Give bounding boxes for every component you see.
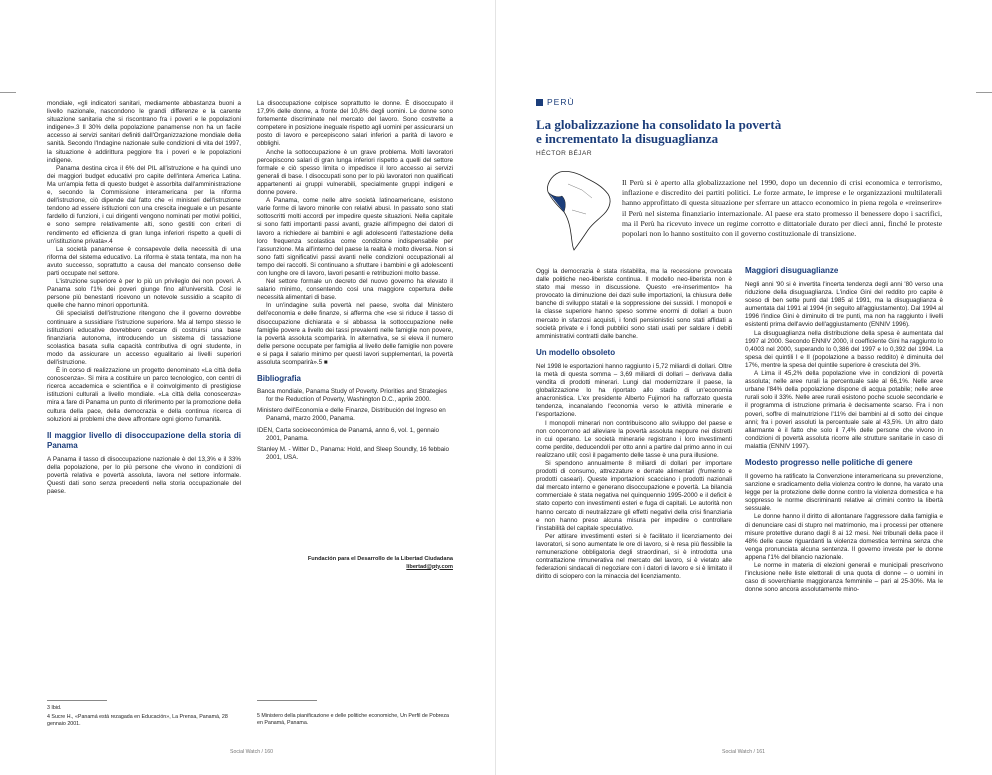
left-column-2	[257, 100, 453, 465]
article-intro: Il Perù si è aperto alla globalizzazione nel 1990, dopo un decennio di crisi economica e terrorismo, inflazione e discredito dei partiti politici. Le forze armate, le imprese e le organizzazioni multilaterali hanno approfittato di questa situazione per sferrare un attacco economico in piena regola e «reinserire» il Perù nel sistema finanziario internazionale. Al paese era stato promesso il benessere dopo i sacrifici, ma il Perù ha ricevuto invece un regime corrotto e dittatoriale durato per dieci anni, finché le proteste popolari non lo hanno sostituito con il governo costituzionale di transizione.	[622, 178, 942, 239]
foundation-name: Fundación para el Desarrollo de la Libertad Ciudadana	[307, 556, 453, 562]
paragraph: Le donne hanno il diritto di allontanare l'aggressore dalla famiglia e di denunciare casi di stupro nel matrimonio, ma i processi per ottenere misure protettive durano dagli 8 ai 12 mesi. Nei tribunali della pace il 48% delle cause riguardanti la violenza domestica termina senza che venga pronunciata alcuna sentenza. Il governo investe per le donne appena l'1% del bilancio nazionale.	[745, 513, 943, 561]
paragraph: La disuguaglianza nella distribuzione della spesa è aumentata dal 1997 al 2000. Secondo ENNIV 2000, il coefficiente Gini ha raggiunto lo 0,4003 nel 2000, superando lo 0,386 del 1997 e lo 0,392 del 1994. La spesa dei quintili I e II (popolazione a basso reddito) è diminuita del 17%, mentre la spesa del quintile superiore è cresciuta del 3%.	[745, 329, 943, 369]
country-label: PERÙ	[547, 97, 575, 107]
paragraph: Si spendono annualmente 8 miliardi di dollari per importare prodotti di consumo, attrezzature e derrate alimentari (frumento e prodotti caseari). Queste importazioni scacciano i prodotti nazionali dal mercato interno e generano disoccupazione e povertà. La bilancia commerciale è stata negativa nel quinquennio 1995-2000 e il deficit è stato coperto con investimenti esteri e fuga di capitali. Le autorità non hanno cercato di neutralizzare gli effetti negativi della crisi finanziaria e non hanno preso alcuna misura per impedire o controllare l'instabilità del capitale speculativo.	[536, 459, 732, 532]
section-heading: Un modello obsoleto	[536, 347, 616, 357]
paragraph: Negli anni '90 si è invertita l'incerta tendenza degli anni '80 verso una riduzione della disuguaglianza. L'indice Gini del reddito pro capite è sceso di ben sette punti dal 1985 al 1991, ma la disuguaglianza è aumentata dal 1991 al 1994 (in seguito all'aggiustamento). Dal 1994 al 1996 l'indice Gini è diminuito di tre punti, ma non ha raggiunto i livelli esistenti prima dell'avvio dell'aggiustamento (ENNIV 1996).	[745, 281, 943, 329]
bibliography-entry: IDEN, Carta socioeconómica de Panamá, anno 6, vol. 1, gennaio 2001, Panama.	[257, 426, 440, 442]
page-footer: Social Watch / 160	[230, 749, 274, 755]
paragraph: La disoccupazione colpisce soprattutto le donne. È disoccupato il 17,9% delle donne, a fronte del 10,8% degli uomini. Le donne sono fortemente discriminate nel mercato del lavoro. Sono costrette a competere in posizione ineguale rispetto agli uomini per assicurarsi un posto di lavoro e percepiscono salari inferiori a parità di lavoro e obblighi.	[257, 100, 454, 148]
article-title-line: e incrementato la disuguaglianza	[536, 131, 719, 146]
article-title-line: La globalizzazione ha consolidato la povertà	[536, 117, 782, 132]
bibliography-list	[257, 388, 453, 462]
left-column-1	[47, 100, 241, 496]
paragraph: L'istruzione superiore è per lo più un privilegio dei non poveri. A Panama solo l'1% dei poveri giunge fino all'università. Così le persone più benestanti ricevono un notevole sussidio a scapito di quelle che hanno minori opportunità.	[47, 278, 241, 310]
right-column-2	[745, 266, 943, 594]
paragraph: A Panama il tasso di disoccupazione nazionale è del 13,3% e il 33% della popolazione, per lo più persone che vivono in condizioni di povertà relativa e povertà assoluta, lavora nel settore informale. Questi dati sono senza precedenti nella storia occupazionale del paese.	[47, 455, 241, 496]
bibliography-heading: Bibliografia	[257, 374, 302, 384]
paragraph: Nel settore formale un decreto del nuovo governo ha elevato il salario minimo, consentendo così una maggiore copertura delle necessità alimentari di base.	[257, 278, 453, 302]
paragraph: A Panama, come nelle altre società latinoamericane, esistono varie forme di lavoro minorile con relativi abusi. In passato sono stati sottoscritti molti accordi per impedire queste situazioni. Nella capitale si sono fatti importanti passi avanti, grazie all'impegno dei datori di lavoro a richiedere ai bambini e agli adolescenti l'attestazione della loro frequenza scolastica come condizione indispensabile per l'assunzione. Ma all'interno del paese la realtà è molto diversa. Non si sono fatti significativi passi avanti nelle condizioni occupazionali al tempo dei raccolti. Si continuano a sfruttare i bambini e gli adolescenti con lunghe ore di lavoro, lavori pesanti e retribuzioni molto basse.	[257, 197, 453, 277]
footnotes-col2	[257, 713, 453, 729]
footnote: 4 Sucre H., «Panamá está rezagada en Educación», La Prensa, Panamá, 28 gennaio 2001.	[47, 714, 228, 727]
paragraph: I monopoli minerari non contribuiscono allo sviluppo del paese e non concorrono ad alleviare la povertà assoluta neppure nei distretti in cui operano. Le società minerarie registrano i loro investimenti come perdite, deducendoli per otto anni a partire dal primo anno in cui realizzano utili; così il pagamento delle tasse è una pura illusione.	[536, 419, 732, 459]
foundation-credit	[290, 556, 453, 571]
paragraph: Le norme in materia di elezioni generali e municipali prescrivono l'inclusione nelle liste elettorali di una quota di donne – o uomini in caso di soverchiante maggioranza femminile – pari al 25-30%. Ma le donne sono ancora assolutamente mino-	[745, 562, 943, 594]
page-edge-mark	[976, 92, 992, 93]
article-author: HÉCTOR BÉJAR	[536, 150, 593, 157]
foundation-email-link[interactable]: libertad@pty.com	[406, 563, 453, 570]
footnote-rule	[257, 700, 317, 701]
footnote: 3 Ibid.	[47, 705, 62, 711]
footnote-rule	[47, 700, 107, 701]
bibliography-entry: Ministero dell'Economia e delle Finanze, Distribución del Ingreso en Panamá, marzo 2000, Panama.	[257, 407, 446, 423]
bibliography-entry: Banca mondiale, Panama Study of Poverty. Priorities and Strategies for the Reduction of Poverty, Washington D.C., aprile 2000.	[257, 388, 447, 404]
paragraph: A Lima il 45,2% della popolazione vive in condizioni di povertà assoluta; nelle aree rurali la percentuale sale al 66,1%. Nelle aree urbane l'84% della popolazione dispone di acqua potabile; nelle aree rurali solo il 33%. Nelle aree rurali esistono poche scuole secondarie e il programma di istruzione primaria è decisamente scarso. Fra i non poveri, soffre di malnutrizione l'11% dei bambini al di sotto dei cinque anni; fra i poveri assoluti la percentuale sale al 43,5%. Un altro dato allarmante è il fatto che solo il 7,4% delle persone che vivono in condizioni di povertà assoluta ricorre alle strutture sanitarie in caso di malattia (ENNIV 1997).	[745, 370, 943, 450]
paragraph: Gli specialisti dell'istruzione ritengono che il governo dovrebbe continuare a sussidiare l'istruzione superiore. Ma al tempo stesso le istituzioni educative dovrebbero cercare di costruirsi una base finanziaria autonoma, introducendo un sistema di tassazione scolastica basata sulla capacità contributiva di ogni studente, in modo da assicurare un accesso egualitario ai livelli superiori dell'istruzione.	[47, 310, 241, 366]
paragraph: Oggi la democrazia è stata ristabilita, ma la recessione provocata dalle politiche neo-liberiste continua. Il modello neo-liberista non è stato mai messo in discussione. Questo «re-inserimento» ha provocato la diminuzione dei dazi sulle importazioni, la chiusura delle banche di sviluppo statali e la soppressione dei sussidi. I monopoli e la classe superiore hanno speso somme enormi di dollari a buon mercato in sfarzosi acquisti, i fondi pensionistici sono stati affidati a società private e i fondi pubblici sono stati usati per saldare i debiti amministrativi contratti dalle banche.	[536, 268, 732, 340]
section-heading: Modesto progresso nelle politiche di genere	[745, 457, 913, 467]
section-heading: Maggiori disuguaglianze	[745, 266, 839, 275]
page-footer: Social Watch / 161	[722, 749, 766, 755]
paragraph: È in corso di realizzazione un progetto denominato «La città della conoscenza». Si mira a costituire un parco tecnologico, con centri di ricerca accademica e scientifica e il coinvolgimento di prestigiose istituzioni culturali a livello mondiale. «La città della conoscenza» mira a fare di Panama un punto di riferimento per la promozione della cultura della pace, della democrazia e della continua ricerca di soluzioni ai problemi che deve affrontare ogni giorno l'umanità.	[47, 367, 241, 423]
page-fold	[495, 0, 496, 775]
south-america-map-icon	[538, 170, 614, 252]
paragraph: Nel 1998 le esportazioni hanno raggiunto i 5,72 miliardi di dollari. Oltre la metà di questa somma – 3,69 miliardi di dollari – derivava dalla vendita di prodotti minerari. Lungi dal modernizzare il paese, la globalizzazione lo ha riportato allo stadio di un'economia anacronistica. L'ex presidente Alberto Fujimori ha rafforzato questa tendenza, incanalando l'economia verso le attività minerarie e l'esportazione.	[536, 362, 733, 419]
article-title	[536, 118, 916, 146]
footnotes-col1	[47, 705, 241, 730]
footnote: 5 Ministero della pianificazione e delle politiche economiche, Un Perfil de Pobreza en Panamá, Panama.	[257, 713, 449, 726]
paragraph: Panama destina circa il 6% del PIL all'istruzione e ha quindi uno dei maggiori budget educativi pro capite dell'intera America Latina. Ma un'ampia fetta di questo budget è assorbita dall'amministrazione e, secondo la Commissione interamericana per la riforma dell'istruzione, ciò dipende dal fatto che «i ministeri dell'istruzione tendono ad essere istituzioni con una crescita ineguale e un pesante fardello di funzioni, i cui dirigenti vengono nominati per motivi politici, e sono sempre relativamente alti, sono gestiti con criteri di rendimento ed efficienza di gran lunga inferiori rispetto a quelli di un'istituzione privata».4	[47, 164, 241, 245]
country-tag	[536, 97, 575, 107]
section-heading: Il maggior livello di disoccupazione della storia di Panama	[47, 430, 241, 450]
paragraph: La società panamense è consapevole della necessità di una riforma del sistema educativo. La riforma è stata tentata, ma non ha avuto successo, soprattutto a causa del mancato consenso delle parti occupate nel settore.	[47, 245, 241, 277]
paragraph: Per attirare investimenti esteri si è facilitato il licenziamento dei lavoratori, si sono aumentate le ore di lavoro, si è resa più flessibile la remunerazione obbligatoria degli straordinari, si è introdotta una contrattazione rimunerativa nel mercato del lavoro, si è vietato alle federazioni sindacali di negoziare con i datori di lavoro e si è limitato il diritto di sciopero con la minaccia del licenziamento.	[536, 532, 732, 581]
bibliography-entry: Stanley M. - Witter D., Panama: Hold, and Sleep Soundly, 16 febbaio 2001, USA.	[257, 445, 450, 461]
paragraph: mondiale, «gli indicatori sanitari, mediamente abbastanza buoni a livello nazionale, nascondono le grandi differenze e la carente situazione sanitaria che si riscontrano fra i poveri e le popolazioni indigene».3 Il 30% della popolazione panamense non ha un facile accesso ai servizi sanitari definiti dall'Organizzazione mondiale della sanità. Secondo l'Indagine nazionale sulle condizioni di vita del 1997, la situazione è addirittura peggiore fra i poveri e le popolazioni indigene.	[47, 100, 241, 164]
paragraph: In un'indagine sulla povertà nel paese, svolta dal Ministero dell'economia e delle finanze, si afferma che «se si riduce il tasso di disoccupazione dichiarata e si abbassa la sottoccupazione nelle famiglie povere a livello dei tassi prevalenti nelle famiglie non povere, la povertà assoluta scomparirà. In alternativa, se si eleva il numero delle persone occupate per famiglia al livello delle famiglie non povere e si paga il salario minimo per questi lavori supplementari, la povertà assoluta scomparirà».5 ■	[257, 302, 453, 366]
page-edge-mark	[0, 92, 16, 93]
country-square-icon	[536, 99, 543, 106]
paragraph: Anche la sottoccupazione è un grave problema. Molti lavoratori percepiscono salari di gran lunga inferiori rispetto a quelli del settore formale e ciò spesso limita o impedisce il loro accesso ai servizi generali di base. I disoccupati sono per lo più lavoratori non qualificati appartenenti ai gruppi vulnerabili, specialmente gruppi indigeni e donne povere.	[257, 148, 453, 197]
right-column-1	[536, 268, 732, 581]
paragraph: Il governo ha ratificato la Convenzione interamericana su prevenzione, sanzione e sradicamento della violenza contro le donne, ha varato una legge per la protezione delle donne contro la violenza domestica e ha soppresso le norme discriminanti relative ai crimini contro la libertà sessuale.	[745, 472, 943, 513]
